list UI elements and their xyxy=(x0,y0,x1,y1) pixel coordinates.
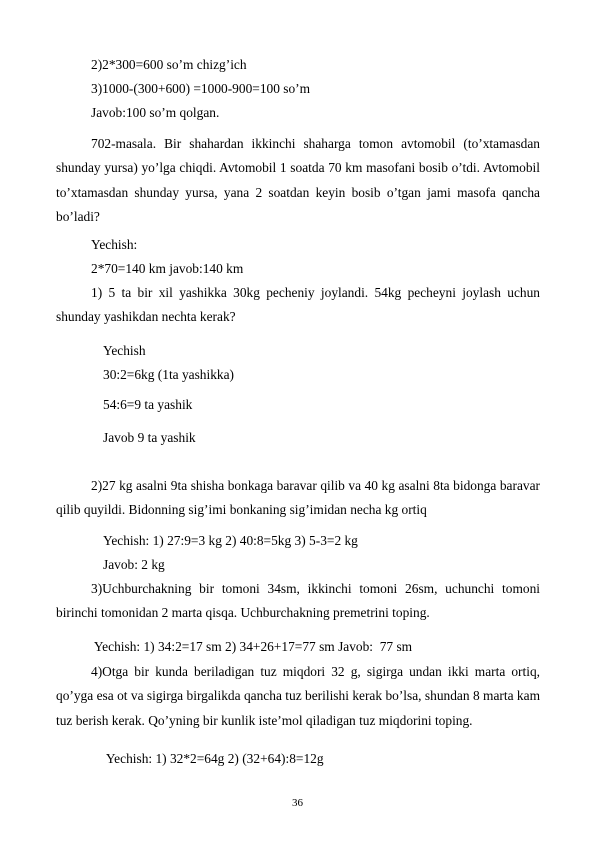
solution-2: Yechish: 1) 27:9=3 kg 2) 40:8=5kg 3) 5-3=2 kg xyxy=(103,533,358,548)
solution-1-step-a: 30:2=6kg (1ta yashikka) xyxy=(103,367,235,382)
problem-2: 2)27 kg asalni 9ta shisha bonkaga baravar qilib va 40 kg asalni 8ta bidonga baravar qilib quyildi. Bidonning sig’imi bonkaning sig’imidan necha kg ortiq xyxy=(56,478,540,518)
solution-1-heading: Yechish xyxy=(103,343,146,358)
solution-1-step-b: 54:6=9 ta yashik xyxy=(103,397,193,412)
problem-4: 4)Otga bir kunda beriladigan tuz miqdori 32 g, sigirga undan ikki marta ortiq, qo’yga esa ot va sigirga birgalikda qancha tuz berilishi kerak bo’lsa, shundan 8 marta kam tuz berish kerak. Qo’yning bir kunlik iste’mol qiladigan tuz miqdorini toping. xyxy=(56,664,540,728)
problem-3: 3)Uchburchakning bir tomoni 34sm, ikkinchi tomoni 26sm, uchunchi tomoni birinchi tomonidan 2 marta qisqa. Uchburchakning premetrini toping. xyxy=(56,581,540,621)
solution-3: Yechish: 1) 34:2=17 sm 2) 34+26+17=77 sm Javob: 77 sm xyxy=(91,639,413,654)
problem-1: 1) 5 ta bir xil yashikka 30kg pecheniy joylandi. 54kg pecheyni joylash uchun shunday yashikdan nechta kerak? xyxy=(56,285,540,325)
page-number: 36 xyxy=(292,797,303,809)
line-answer-100: Javob:100 so’m qolgan. xyxy=(91,105,220,120)
solution-702: 2*70=140 km javob:140 km xyxy=(91,261,244,276)
solution-4: Yechish: 1) 32*2=64g 2) (32+64):8=12g xyxy=(103,751,324,766)
yechish-label: Yechish: xyxy=(91,237,138,252)
line-remainder-calc: 3)1000-(300+600) =1000-900=100 so’m xyxy=(91,81,311,96)
solution-1-answer: Javob 9 ta yashik xyxy=(103,430,196,445)
line-chizgich: 2)2*300=600 so’m chizg’ich xyxy=(91,57,247,72)
problem-702: 702-masala. Bir shahardan ikkinchi shaharga tomon avtomobil (to’xtamasdan shunday yursa) yo’lga chiqdi. Avtomobil 1 soatda 70 km masofani bosib o’tdi. Avtomobil to’xtamasdan shunday yursa, yana 2 soatdan keyin bosib o’tgan jami masofa qancha bo’ladi? xyxy=(56,136,540,225)
solution-2-answer: Javob: 2 kg xyxy=(103,557,165,572)
